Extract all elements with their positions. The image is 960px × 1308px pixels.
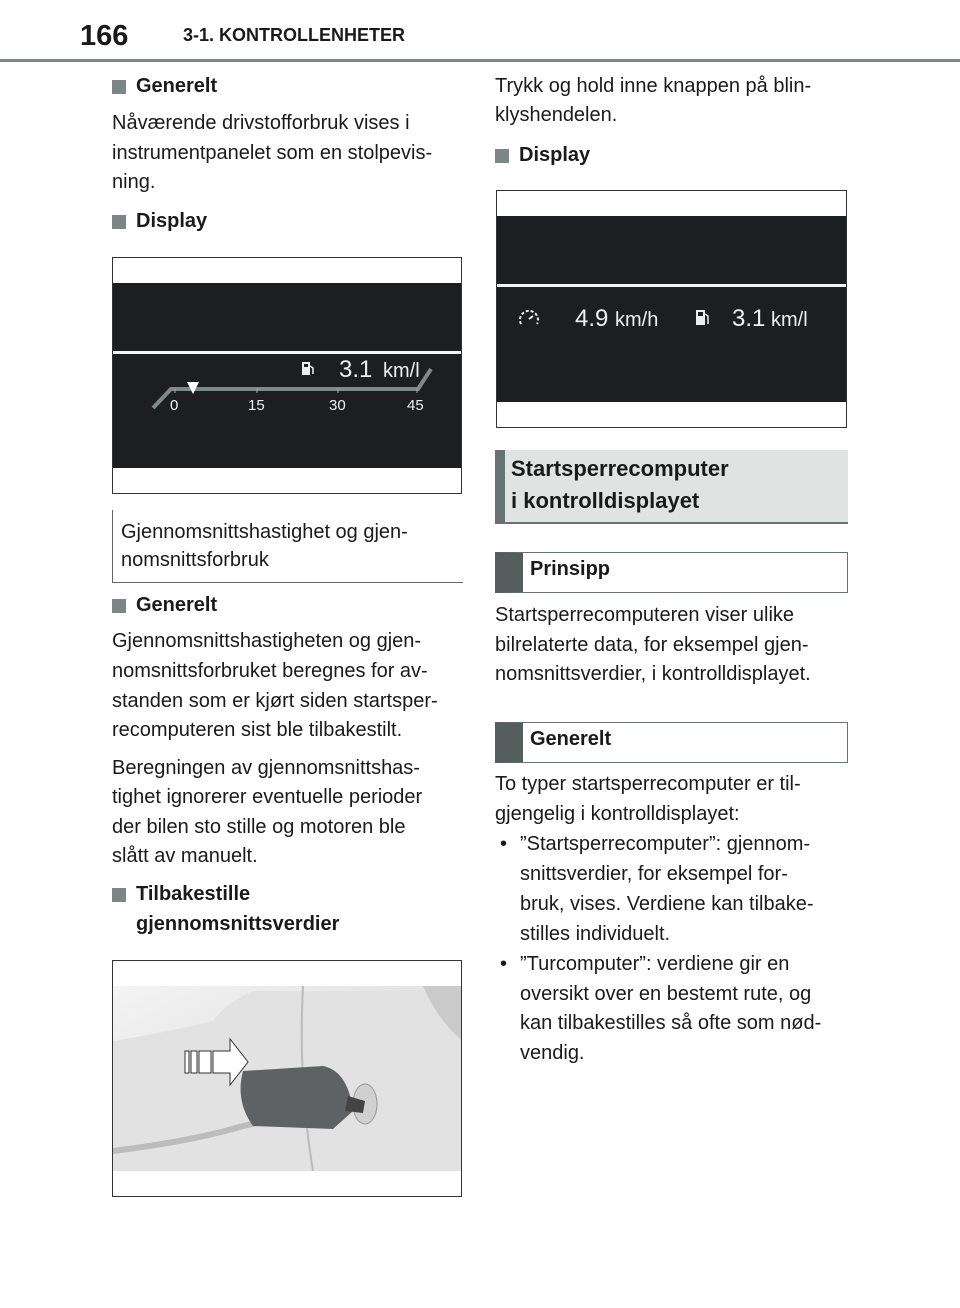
speedometer-icon: [517, 307, 541, 329]
speed-value: 4.9: [575, 305, 609, 332]
bullet-icon: •: [500, 833, 508, 855]
heading-display: Display: [519, 144, 591, 166]
body-text: ning.: [112, 171, 156, 193]
fuel-unit: km/l: [383, 360, 420, 382]
list-item: snittsverdier, for eksempel for-: [520, 863, 788, 885]
heading-bullet-icon: [112, 599, 126, 613]
body-text: Gjennomsnittshastigheten og gjen-: [112, 630, 422, 652]
heading-bullet-icon: [112, 888, 126, 902]
list-item: bruk, vises. Verdiene kan tilbake-: [520, 893, 814, 915]
figure-caption: [112, 510, 463, 583]
heading-reset: gjennomsnittsverdier: [136, 913, 340, 935]
body-text: Nåværende drivstofforbruk vises i: [112, 112, 410, 134]
figure-trip-computer-display: [496, 190, 847, 428]
list-item: oversikt over en bestemt rute, og: [520, 983, 812, 1005]
page-number: 166: [80, 20, 129, 52]
body-text: nomsnittsforbruket beregnes for av-: [112, 660, 428, 682]
body-text: gjengelig i kontrolldisplayet:: [495, 803, 740, 825]
figure-fuel-bar-display: [112, 257, 462, 494]
tick-label: 15: [248, 397, 265, 414]
heading-bullet-icon: [495, 149, 509, 163]
heading-reset: Tilbakestille: [136, 883, 251, 905]
bullet-icon: •: [500, 953, 508, 975]
list-item: ”Startsperrecomputer”: gjennom-: [520, 833, 811, 855]
body-text: Beregningen av gjennomsnittshas-: [112, 757, 420, 779]
list-item: ”Turcomputer”: verdiene gir en: [520, 953, 790, 975]
heading-bullet-icon: [112, 215, 126, 229]
caption-line: nomsnittsforbruk: [121, 549, 269, 571]
heading-generelt: Generelt: [136, 75, 218, 97]
section-heading-line: i kontrolldisplayet: [511, 488, 700, 513]
fuel-unit: km/l: [771, 309, 808, 331]
body-text: standen som er kjørt siden startsper-: [112, 690, 438, 712]
tick-label: 0: [170, 397, 179, 414]
body-text: tighet ignorerer eventuelle perioder: [112, 786, 423, 808]
list-item: kan tilbakestilles så ofte som nød-: [520, 1012, 822, 1034]
speed-unit: km/h: [615, 309, 659, 331]
subheading-generelt: Generelt: [495, 722, 848, 763]
body-text: slått av manuelt.: [112, 845, 258, 867]
body-text: nomsnittsverdier, i kontrolldisplayet.: [495, 663, 811, 685]
fuel-value: 3.1: [732, 305, 766, 332]
body-text: To typer startsperrecomputer er til-: [495, 773, 801, 795]
tick-label: 45: [407, 397, 424, 414]
list-item: stilles individuelt.: [520, 923, 671, 945]
body-text: Trykk og hold inne knappen på blin-: [495, 75, 812, 97]
body-text: recomputeren sist ble tilbakestilt.: [112, 719, 403, 741]
caption-line: Gjennomsnittshastighet og gjen-: [121, 521, 408, 543]
fuel-pump-icon: [302, 362, 313, 375]
heading-display: Display: [136, 210, 208, 232]
body-text: klyshendelen.: [495, 104, 618, 126]
tick-label: 30: [329, 397, 346, 414]
body-text: der bilen sto stille og motoren ble: [112, 816, 406, 838]
body-text: bilrelaterte data, for eksempel gjen-: [495, 634, 809, 656]
figure-turn-signal-lever: [112, 960, 462, 1197]
section-heading: [495, 450, 848, 524]
body-text: instrumentpanelet som en stolpevis-: [112, 142, 433, 164]
heading-bullet-icon: [112, 80, 126, 94]
subheading-prinsipp: Prinsipp: [495, 552, 848, 593]
heading-generelt: Generelt: [136, 594, 218, 616]
body-text: Startsperrecomputeren viser ulike: [495, 604, 795, 626]
lever-illustration: [113, 961, 462, 1197]
fuel-value: 3.1: [339, 356, 373, 383]
section-heading-line: Startsperrecomputer: [511, 456, 729, 481]
header-rule: [0, 59, 960, 62]
list-item: vendig.: [520, 1042, 585, 1064]
chapter-title: 3-1. KONTROLLENHETER: [183, 25, 406, 45]
fuel-pump-icon: [695, 308, 711, 326]
